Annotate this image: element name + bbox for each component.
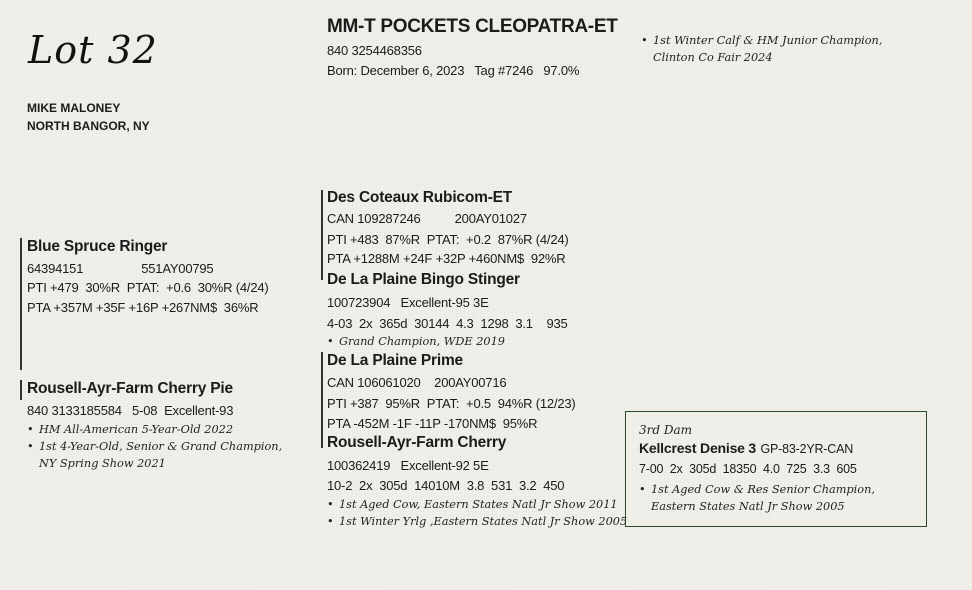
sire-line-1: 64394151 551AY00795	[27, 261, 214, 276]
dam-dam-awards	[327, 496, 627, 530]
bullet-icon: •	[641, 34, 648, 47]
bullet-icon: •	[27, 423, 34, 436]
dam-name: Rousell-Ayr-Farm Cherry Pie	[27, 380, 233, 397]
animal-awards	[641, 32, 882, 66]
bullet-icon: •	[639, 483, 646, 496]
dam-awards	[27, 421, 282, 472]
sire-sire-line-2: PTI +483 87%R PTAT: +0.2 87%R (4/24)	[327, 232, 569, 247]
award-line: • Grand Champion, WDE 2019	[327, 335, 505, 348]
dam-sire-bracket	[321, 352, 323, 448]
sire-dam-line-2: 4-03 2x 365d 30144 4.3 1298 3.1 935	[327, 316, 568, 331]
award-line: Eastern States Natl Jr Show 2005	[651, 500, 845, 513]
bullet-icon: •	[327, 335, 334, 348]
dam-sire-line-3: PTA -452M -1F -11P -170NM$ 95%R	[327, 416, 538, 431]
third-dam-name: Kellcrest Denise 3	[639, 440, 757, 456]
third-dam-awards	[639, 481, 875, 515]
sire-dam-name: De La Plaine Bingo Stinger	[327, 271, 520, 288]
third-dam-title	[639, 440, 853, 459]
consignor-name: MIKE MALONEY	[27, 101, 121, 115]
animal-born-tag: Born: December 6, 2023 Tag #7246 97.0%	[327, 63, 580, 78]
sire-sire-bracket	[321, 190, 323, 280]
dam-dam-line-1: 100362419 Excellent-92 5E	[327, 458, 489, 473]
animal-registration: 840 3254468356	[327, 43, 422, 58]
lot-number: Lot 32	[28, 28, 158, 72]
dam-dam-line-2: 10-2 2x 305d 14010M 3.8 531 3.2 450	[327, 478, 565, 493]
dam-line-1: 840 3133185584 5-08 Excellent-93	[27, 403, 234, 418]
bullet-icon: •	[327, 498, 334, 511]
bullet-icon: •	[27, 440, 34, 453]
sire-dam-line-1: 100723904 Excellent-95 3E	[327, 295, 489, 310]
sire-sire-line-1: CAN 109287246 200AY01027	[327, 211, 527, 226]
award-line: NY Spring Show 2021	[39, 457, 166, 470]
sire-bracket	[20, 238, 22, 370]
dam-sire-name: De La Plaine Prime	[327, 352, 463, 369]
award-line: • 1st Aged Cow & Res Senior Champion,	[639, 483, 875, 496]
dam-bracket	[20, 380, 22, 400]
award-line: • 1st Winter Calf & HM Junior Champion,	[641, 34, 883, 47]
sire-sire-line-3: PTA +1288M +24F +32P +460NM$ 92%R	[327, 251, 566, 266]
consignor-location: NORTH BANGOR, NY	[27, 119, 150, 133]
animal-name: MM-T POCKETS CLEOPATRA-ET	[327, 16, 618, 37]
third-dam-label: 3rd Dam	[639, 423, 693, 437]
award-line: • 1st Aged Cow, Eastern States Natl Jr Show 2011	[327, 498, 618, 511]
bullet-icon: •	[327, 515, 334, 528]
sire-dam-awards	[327, 333, 505, 350]
award-line: • 1st 4-Year-Old, Senior & Grand Champion,	[27, 440, 283, 453]
sire-line-3: PTA +357M +35F +16P +267NM$ 36%R	[27, 300, 259, 315]
dam-sire-line-2: PTI +387 95%R PTAT: +0.5 94%R (12/23)	[327, 396, 576, 411]
third-dam-line-1: 7-00 2x 305d 18350 4.0 725 3.3 605	[639, 462, 857, 476]
third-dam-score: GP-83-2YR-CAN	[760, 442, 854, 456]
sire-name: Blue Spruce Ringer	[27, 238, 168, 255]
dam-sire-line-1: CAN 106061020 200AY00716	[327, 375, 507, 390]
sire-line-2: PTI +479 30%R PTAT: +0.6 30%R (4/24)	[27, 280, 269, 295]
dam-dam-name: Rousell-Ayr-Farm Cherry	[327, 434, 507, 451]
award-line: Clinton Co Fair 2024	[653, 51, 773, 64]
sire-sire-name: Des Coteaux Rubicom-ET	[327, 189, 513, 206]
award-line: • HM All-American 5-Year-Old 2022	[27, 423, 234, 436]
award-line: • 1st Winter Yrlg ,Eastern States Natl Jr Show 2005	[327, 515, 628, 528]
